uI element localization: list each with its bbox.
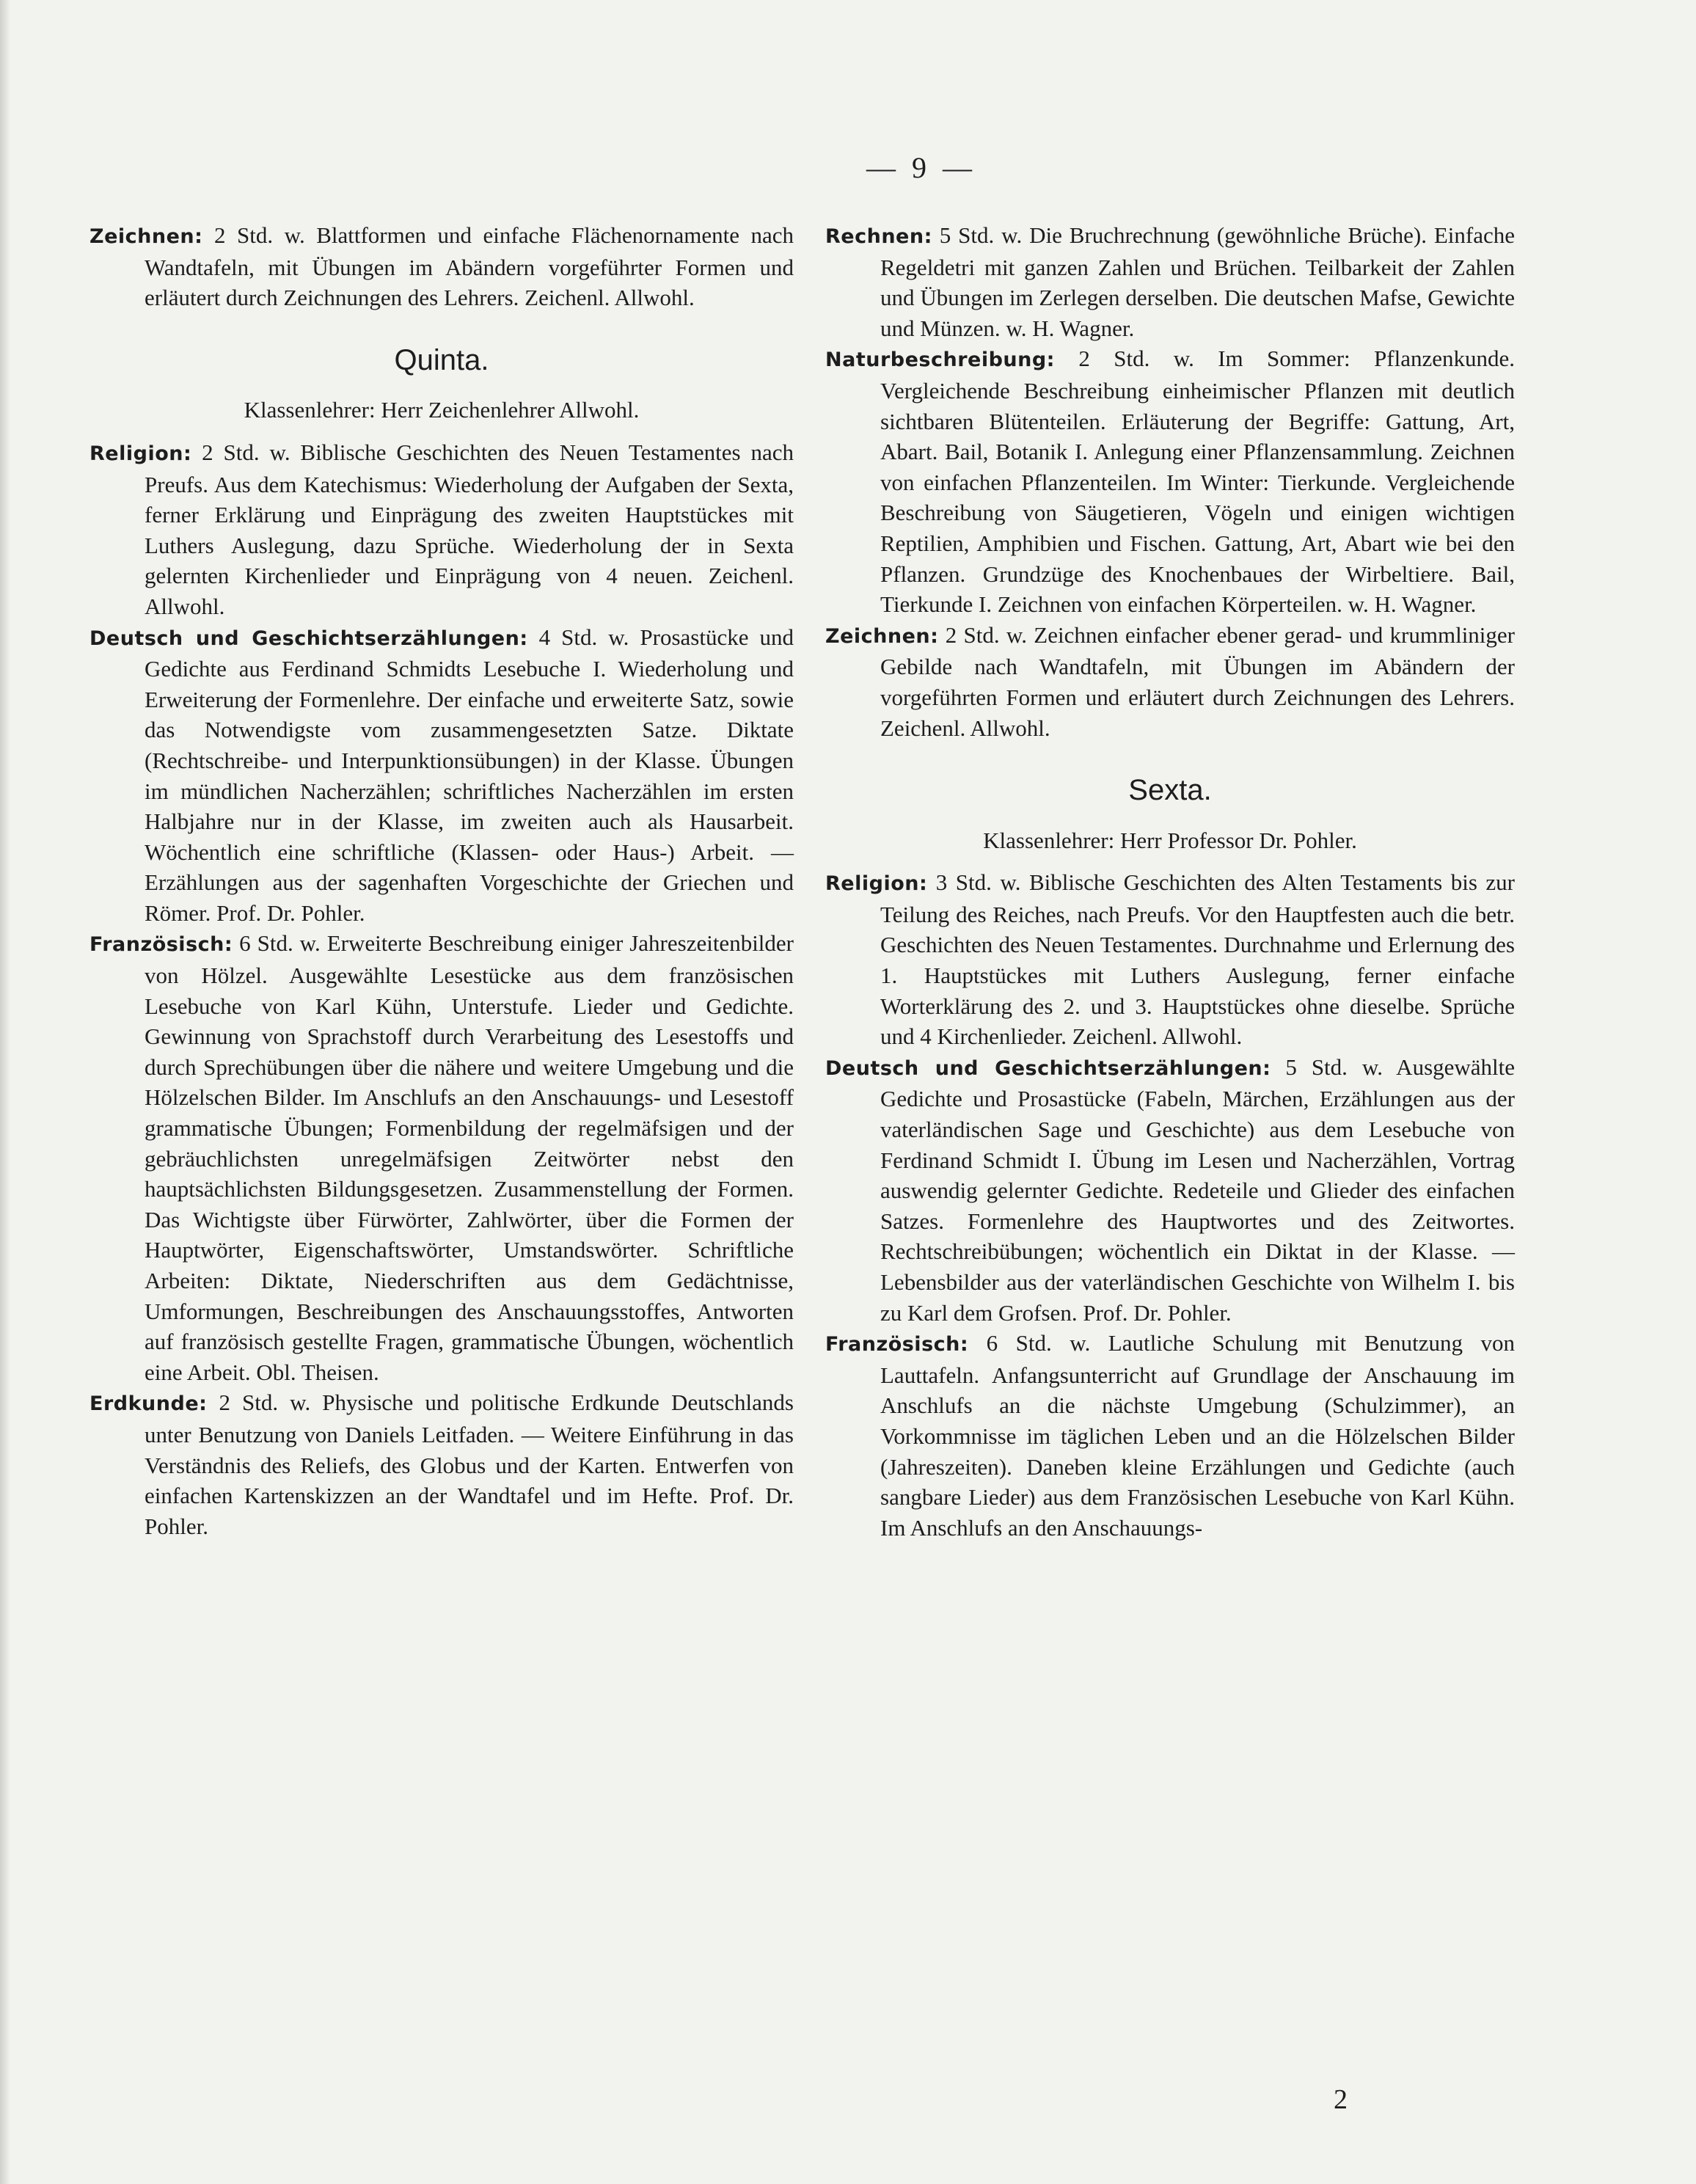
entry-religion-quinta <box>89 437 794 622</box>
class-teacher-sexta: Klassenlehrer: Herr Professor Dr. Pohler. <box>983 827 1357 853</box>
entry-text: 2 Std. w. Biblische Geschichten des Neuen Testamentes nach Preufs. Aus dem Katechismus: Wiederholung der Aufgaben der Sexta, ferner Erklärung und Einprägung des zweiten Hauptstückes mit Luthers Auslegung, dazu Sprüche. Wiederholung der in Sexta gelernten Kirchenlieder und Einprägung von 4 neuen. Zeichenl. Allwohl. <box>145 439 794 619</box>
sheet-signature: 2 <box>1334 2084 1348 2115</box>
section-title-quinta: Quinta. <box>394 343 489 376</box>
subject-label: Naturbeschreibung: <box>825 348 1055 372</box>
subject-label: Erdkunde: <box>89 1392 208 1416</box>
entry-text: 2 Std. w. Im Sommer: Pflanzenkunde. Vergleichende Beschreibung einheimischer Pflanzen mit deutlich sichtbaren Blütenteilen. Erläuterung der Begriffe: Gattung, Art, Abart. Bail, Botanik I. Anlegung einer Pflanzensammlung. Zeichnen von einfachen Pflanzenteilen. Im Winter: Tierkunde. Vergleichende Beschreibung von Säugetieren, Vögeln und einigen wichtigen Reptilien, Amphibien und Fischen. Gattung, Art, Abart wie bei den Pflanzen. Grundzüge des Knochenbaues der Wirbeltiere. Bail, Tierkunde I. Zeichnen von einfachen Körperteilen. w. H. Wagner. <box>880 346 1515 618</box>
section-title-sexta: Sexta. <box>1128 774 1212 807</box>
left-column <box>89 220 794 1541</box>
entry-text: 2 Std. w. Physische und politische Erdkunde Deutschlands unter Benutzung von Daniels Leitfaden. — Weitere Einführung in das Verständnis des Reliefs, des Globus und der Karten. Entwerfen von einfachen Kartenskizzen an der Wandtafel und im Hefte. Prof. Dr. Pohler. <box>145 1389 794 1539</box>
subject-label: Französisch: <box>89 933 233 957</box>
page-number: — 9 — <box>866 151 976 184</box>
scan-edge <box>0 0 10 2184</box>
subject-label: Religion: <box>825 872 928 896</box>
entry-rechnen <box>825 220 1515 343</box>
entry-text: 2 Std. w. Zeichnen einfacher ebener gerad- und krummliniger Gebilde nach Wandtafeln, mit Übungen im Abändern der vorgeführten Formen und erläutert durch Zeichnungen des Lehrers. Zeichenl. Allwohl. <box>880 621 1515 741</box>
entry-zeichnen <box>825 620 1515 743</box>
subject-label: Französisch: <box>825 1333 969 1356</box>
subject-label: Deutsch und Geschichtserzählungen: <box>825 1056 1271 1080</box>
entry-text: 5 Std. w. Ausgewählte Gedichte und Prosastücke (Fabeln, Märchen, Erzählungen aus der vaterländischen Sage und Geschichte) aus dem Lesebuche von Ferdinand Schmidt I. Übung im Lesen und Nacherzählen, Vortrag auswendig gelernter Gedichte. Redeteile und Glieder des einfachen Satzes. Formenlehre des Hauptwortes und des Zeitwortes. Rechtschreibübungen; wöchentlich ein Diktat in der Klasse. — Lebensbilder aus der vaterländischen Geschichte von Wilhelm I. bis zu Karl dem Grofsen. Prof. Dr. Pohler. <box>880 1053 1516 1326</box>
entry-erdkunde-quinta <box>89 1387 794 1541</box>
entry-franzoesisch-sexta <box>825 1328 1515 1543</box>
subject-label: Zeichnen: <box>825 624 939 648</box>
entry-deutsch-quinta <box>89 622 794 929</box>
subject-label: Religion: <box>89 442 192 465</box>
entry-religion-sexta <box>825 867 1515 1052</box>
entry-text: 6 Std. w. Erweiterte Beschreibung einiger Jahreszeitenbilder von Hölzel. Ausgewählte Lesestücke aus dem französischen Lesebuche von Karl Kühn, Unterstufe. Lieder und Gedichte. Gewinnung von Sprachstoff durch Verarbeitung des Lesestoffs und durch Sprechübungen über die nähere und weitere Umgebung und die Hölzelschen Bilder. Im Anschlufs an den Anschauungs- und Lesestoff grammatische Übungen; Formenbildung der regelmäfsigen und der gebräuchlichsten unregelmäfsigen Zeitwörter nebst den hauptsächlichsten Bildungsgesetzen. Zusammenstellung der Formen. Das Wichtigste über Fürwörter, Zahlwörter, über die Formen der Hauptwörter, Eigenschaftswörter, Umstandswörter. Schriftliche Arbeiten: Diktate, Niederschriften aus dem Gedächtnisse, Umformungen, Beschreibungen des Anschauungsstoffes, Antworten auf französisch gestellte Fragen, grammatische Übungen, wöchentlich eine Arbeit. Obl. Theisen. <box>145 930 794 1385</box>
entry-text: 6 Std. w. Lautliche Schulung mit Benutzung von Lauttafeln. Anfangsunterricht auf Grundlage der Anschauung im Anschlufs an die nächste Umgebung (Schulzimmer), an Vorkommnisse im täglichen Leben und an die Hölzelschen Bilder (Jahreszeiten). Daneben kleine Erzählungen und Gedichte (auch sangbare Lieder) aus dem Französischen Lesebuche von Karl Kühn. Im Anschlufs an den Anschauungs- <box>880 1330 1516 1541</box>
entry-naturbeschreibung <box>825 343 1515 619</box>
subject-label: Deutsch und Geschichtserzählungen: <box>89 627 528 650</box>
entry-text: 3 Std. w. Biblische Geschichten des Alten Testaments bis zur Teilung des Reiches, nach Preufs. Vor den Hauptfesten auch die betr. Geschichten des Neuen Testamentes. Durchnahme und Erlernung des 1. Hauptstückes mit Luthers Auslegung, ferner einfache Worterklärung des 2. und 3. Hauptstückes ohne dieselbe. Sprüche und 4 Kirchenlieder. Zeichenl. Allwohl. <box>880 869 1515 1050</box>
entry-text: 5 Std. w. Die Bruchrechnung (gewöhnliche Brüche). Einfache Regeldetri mit ganzen Zahlen und Brüchen. Teilbarkeit der Zahlen und Übungen im Zerlegen derselben. Die deutschen Mafse, Gewichte und Münzen. w. H. Wagner. <box>880 222 1516 341</box>
right-column <box>825 220 1515 1543</box>
entry-deutsch-sexta <box>825 1052 1515 1328</box>
entry-zeichnen-top <box>89 220 794 313</box>
entry-text: 2 Std. w. Blattformen und einfache Flächenornamente nach Wandtafeln, mit Übungen im Abändern vorgeführter Formen und erläutert durch Zeichnungen des Lehrers. Zeichenl. Allwohl. <box>145 222 794 311</box>
subject-label: Zeichnen: <box>89 225 203 248</box>
subject-label: Rechnen: <box>825 225 932 248</box>
entry-franzoesisch-quinta <box>89 928 794 1387</box>
entry-text: 4 Std. w. Prosastücke und Gedichte aus Ferdinand Schmidts Lesebuche I. Wiederholung und Erweiterung der Formenlehre. Der einfache und erweiterte Satz, sowie das Notwendigste vom zusammengesetzten Satze. Diktate (Rechtschreibe- und Interpunktionsübungen) in der Klasse. Übungen im mündlichen Nacherzählen; schriftliches Nacherzählen im ersten Halbjahre nur in der Klasse, im zweiten auch als Hausarbeit. Wöchentlich eine schriftliche (Klassen- oder Haus-) Arbeit. — Erzählungen aus der sagenhaften Vorgeschichte der Griechen und Römer. Prof. Dr. Pohler. <box>145 624 794 926</box>
class-teacher-quinta: Klassenlehrer: Herr Zeichenlehrer Allwohl. <box>244 397 640 423</box>
